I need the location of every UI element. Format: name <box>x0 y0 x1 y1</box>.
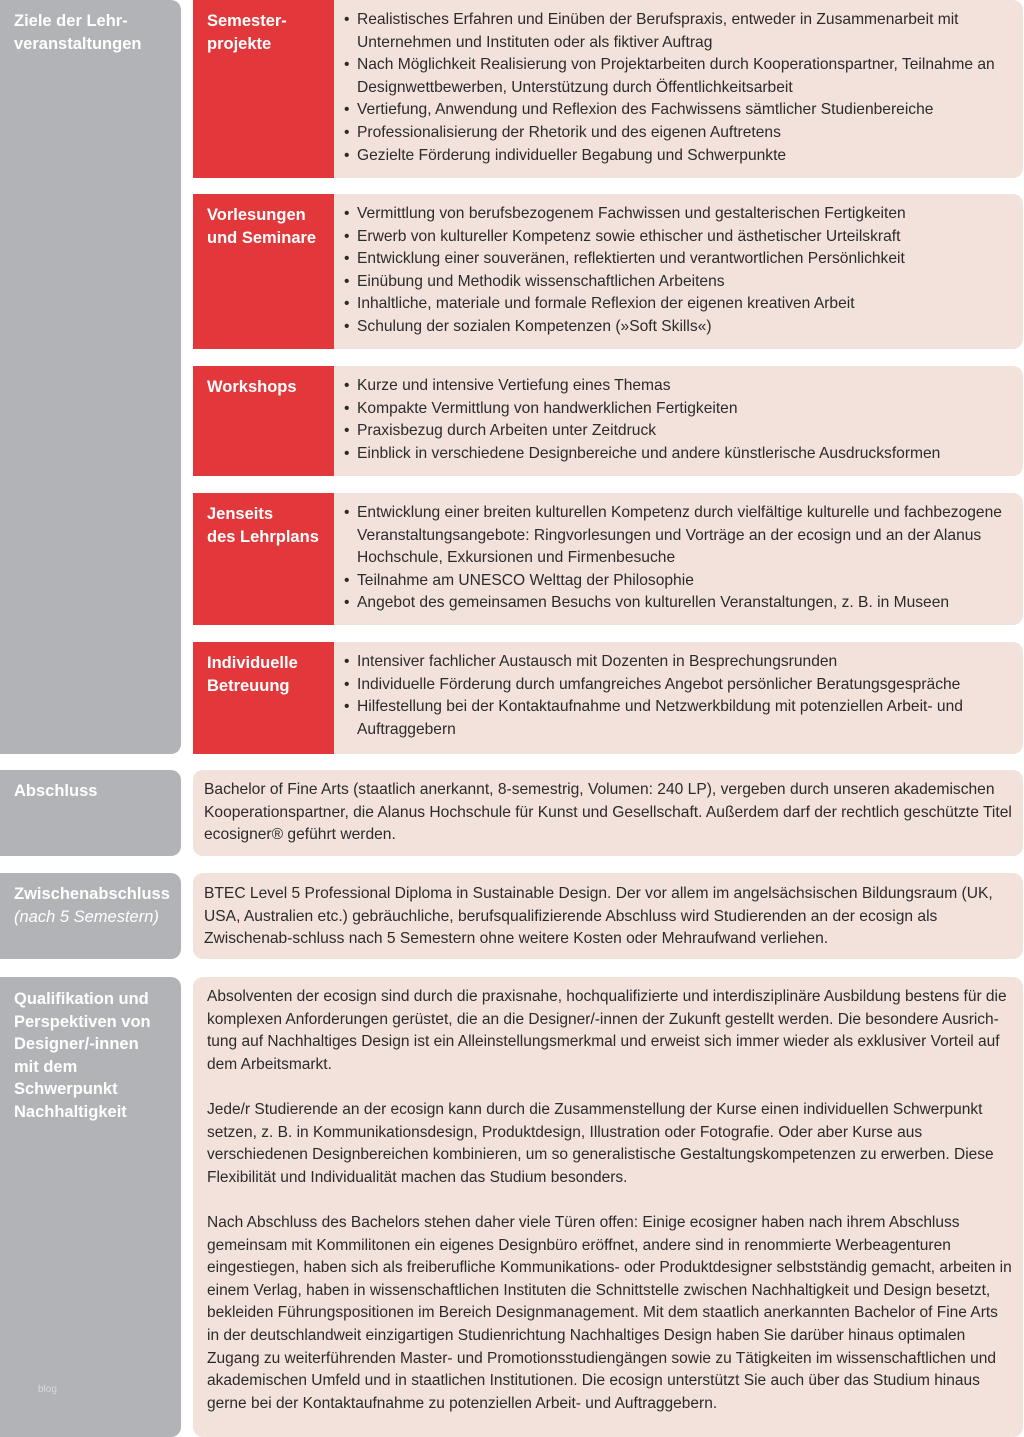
section-sublabel: (nach 5 Semestern) <box>14 907 159 926</box>
list-item: • Individuelle Förderung durch umfangreiches Angebot persönlicher Beratungsgespräche <box>344 674 1013 697</box>
zwischenabschluss-text: BTEC Level 5 Professional Diploma in Sustainable Design. Der vor allem im angelsächsischen Bildungsraum (UK, USA, Australien etc.) gebräuchliche, berufsqualifizierende Abschluss wird Studierenden an der ecosign als Zwischenab-schluss nach 5 Semestern ohne weitere Kosten oder Mehraufwand verliehen. <box>204 885 993 948</box>
list-item: • Einübung und Methodik wissenschaftlichen Arbeitens <box>344 271 1013 294</box>
list-item: • Realistisches Erfahren und Einüben der Berufspraxis, entweder in Zusammenarbeit mit Unternehmen und Instituten oder als fiktiver Auftrag <box>344 9 1013 54</box>
list-item: • Schulung der sozialen Kompetenzen (»Soft Skills«) <box>344 316 1013 339</box>
list-item: • Erwerb von kultureller Kompetenz sowie ethischer und ästhetischer Urteilskraft <box>344 226 1013 249</box>
subsection-content-betreuung <box>334 642 1023 754</box>
list-item: • Intensiver fachlicher Austausch mit Dozenten in Besprechungsrunden <box>344 651 1013 674</box>
subsection-content-vorlesungen <box>334 194 1023 349</box>
bullet-list <box>344 9 1013 167</box>
bullet-list <box>344 375 1013 465</box>
list-item: • Nach Möglichkeit Realisierung von Projektarbeiten durch Kooperationspartner, Teilnahme an Designwettbewerben, Unterstützung durch Öffentlichkeitsarbeit <box>344 54 1013 99</box>
subsection-label-workshops <box>193 366 334 476</box>
subsection-content-jenseits <box>334 493 1023 625</box>
section-content-zwischenabschluss <box>193 873 1023 959</box>
bullet-list <box>344 651 1013 741</box>
qualifikation-paragraph: Nach Abschluss des Bachelors stehen daher viele Türen offen: Einige ecosigner haben nach ihrem Abschluss gemeinsam mit Kommilitonen ein eigenes Designbüro eröffnet, andere sind in renommierte Werbeagenturen eingestiegen, haben sich als freiberufliche Kommunikations- oder Produktdesigner selbstständig gemacht, arbeiten in einem Verlag, haben in wissenschaftlichen Instituten die Schnittstelle zwischen Nachhaltigkeit und Design besetzt, bekleiden Führungspositionen im Bereich Designmanagement. Mit dem staatlich anerkannten Bachelor of Fine Arts in der deutschlandweit einzigartigen Studienrichtung Nachhaltiges Design haben Sie darüber hinaus optimalen Zugang zu weiterführenden Master- und Promotionsstudiengängen sowie zu Tätigkeiten im wissenschaftlichen und akademischen Umfeld und in staatlichen Institutionen. Die ecosign unterstützt Sie auch über das Studium hinaus gerne bei der Kontaktaufnahme zu potenziellen Arbeit- und Auftraggebern. <box>207 1213 1012 1412</box>
list-item: • Professionalisierung der Rhetorik und des eigenen Auftretens <box>344 122 1013 145</box>
subsection-label-text: Semester- projekte <box>207 12 287 53</box>
list-item: • Einblick in verschiedene Designbereiche und andere künstlerische Ausdrucksformen <box>344 443 1013 466</box>
list-item: • Vertiefung, Anwendung und Reflexion des Fachwissens sämtlicher Studienbereiche <box>344 99 1013 122</box>
section-label-text: Abschluss <box>14 782 98 800</box>
section-label-text: Qualifikation und Perspektiven von Designer/-innen mit dem Schwerpunkt Nachhaltigkeit <box>14 990 151 1121</box>
list-item: • Praxisbezug durch Arbeiten unter Zeitdruck <box>344 420 1013 443</box>
qualifikation-paragraph: Absolventen der ecosign sind durch die praxisnahe, hochqualifizierte und interdisziplinäre Ausbildung bestens für die komplexen Anforderungen gerüstet, die an die Designer/-innen der Zukunft gestellt werden. Die besondere Ausrich-tung auf Nachhaltiges Design ist ein Alleinstellungsmerkmal und erweist sich immer wieder als exklusiver Vorteil auf dem Arbeitsmarkt. <box>207 988 1007 1073</box>
list-item: • Angebot des gemeinsamen Besuchs von kulturellen Veranstaltungen, z. B. in Museen <box>344 592 1013 615</box>
subsection-label-jenseits <box>193 493 334 625</box>
section-content-qualifikation <box>193 977 1023 1437</box>
list-item: • Hilfestellung bei der Kontaktaufnahme und Netzwerkbildung mit potenziellen Arbeit- und Auftraggebern <box>344 696 1013 741</box>
subsection-label-semesterprojekte <box>193 0 334 178</box>
subsection-content-workshops <box>334 366 1023 476</box>
qualifikation-paragraph: Jede/r Studierende an der ecosign kann durch die Zusammenstellung der Kurse einen individuellen Schwerpunkt setzen, z. B. in Kommunikationsdesign, Produktdesign, Illustration oder Fotografie. Oder aber Kurse aus verschiedenen Designbereichen kombinieren, um so generalistische Gestaltungskompetenzen zu erwerben. Diese Flexibilität und Individualität machen das Studium besonders. <box>207 1100 994 1186</box>
section-label-abschluss <box>0 770 181 856</box>
list-item: • Teilnahme am UNESCO Welttag der Philosophie <box>344 570 1013 593</box>
list-item: • Entwicklung einer souveränen, reflektierten und verantwortlichen Persönlichkeit <box>344 248 1013 271</box>
list-item: • Vermittlung von berufsbezogenem Fachwissen und gestalterischen Fertigkeiten <box>344 203 1013 226</box>
abschluss-text: Bachelor of Fine Arts (staatlich anerkannt, 8-semestrig, Volumen: 240 LP), vergeben durch unseren akademischen Kooperationspartner, die Alanus Hochschule für Kunst und Gesellschaft. Außerdem darf der rechtlich geschützte Titel ecosigner® geführt werden. <box>204 781 1012 844</box>
section-label-ziele <box>0 0 181 754</box>
section-label-qualifikation <box>0 977 181 1437</box>
subsection-label-text: Workshops <box>207 378 297 396</box>
subsection-label-vorlesungen <box>193 194 334 349</box>
section-label-ziele-text: Ziele der Lehr- veranstaltungen <box>14 12 142 53</box>
bullet-list <box>344 203 1013 339</box>
subsection-label-text: Individuelle Betreuung <box>207 654 298 695</box>
section-content-abschluss <box>193 770 1023 856</box>
section-label-text: Zwischenabschluss <box>14 885 170 903</box>
list-item: • Gezielte Förderung individueller Begabung und Schwerpunkte <box>344 145 1013 168</box>
list-item: • Kompakte Vermittlung von handwerklichen Fertigkeiten <box>344 398 1013 421</box>
list-item: • Entwicklung einer breiten kulturellen Kompetenz durch vielfältige kulturelle und fachbezogene Veranstaltungsangebote: Ringvorlesungen und Vorträge an der ecosign und an der Alanus Hochschule, Exkursionen und Firmenbesuche <box>344 502 1013 570</box>
subsection-label-text: Vorlesungen und Seminare <box>207 206 317 247</box>
list-item: • Kurze und intensive Vertiefung eines Themas <box>344 375 1013 398</box>
subsection-label-text: Jenseits des Lehrplans <box>207 505 319 546</box>
bullet-list <box>344 502 1013 615</box>
watermark-text: blog <box>38 1384 57 1395</box>
subsection-content-semesterprojekte <box>334 0 1023 178</box>
subsection-label-betreuung <box>193 642 334 754</box>
list-item: • Inhaltliche, materiale und formale Reflexion der eigenen kreativen Arbeit <box>344 293 1013 316</box>
section-label-zwischenabschluss <box>0 873 181 959</box>
